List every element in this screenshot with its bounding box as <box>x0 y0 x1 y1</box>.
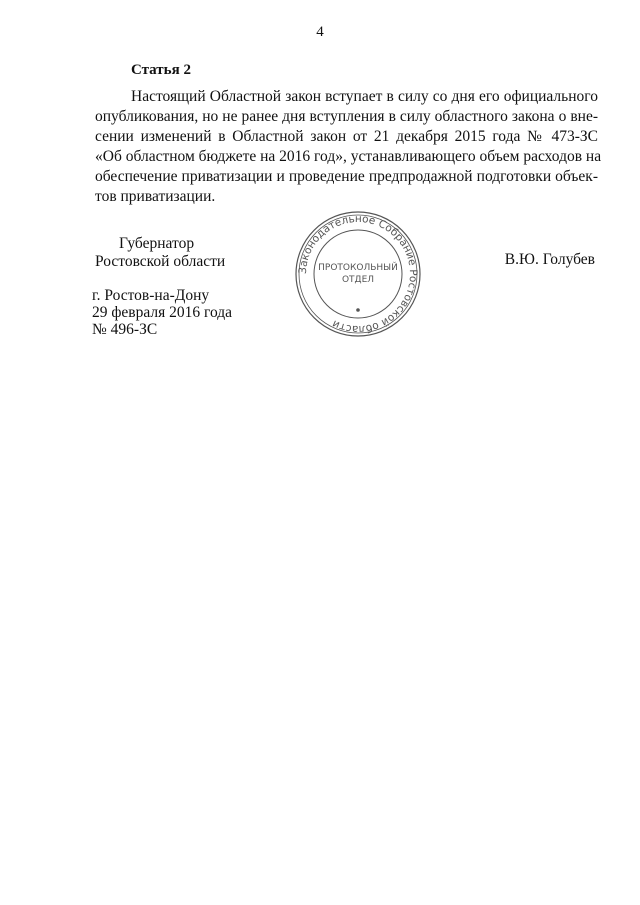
law-number: № 496-ЗС <box>92 321 158 338</box>
position-title: Губернатор <box>119 235 195 252</box>
article-line: Настоящий Областной закон вступает в силу со дня его официального <box>131 88 598 105</box>
seal-outer-ring <box>296 212 420 336</box>
article-line: «Об областном бюджете на 2016 год», устанавливающего объем расходов на <box>95 148 602 165</box>
article-body <box>95 87 602 207</box>
article-line: тов приватизации. <box>95 188 216 205</box>
place: г. Ростов-на-Дону <box>92 287 210 304</box>
signatory-name: В.Ю. Голубев <box>504 251 595 268</box>
signatory-position <box>95 235 225 271</box>
position-region: Ростовской области <box>95 253 226 270</box>
article-line: обеспечение приватизации и проведение предпродажной подготовки объек- <box>95 168 598 185</box>
seal-inner-ring <box>314 230 402 318</box>
page-number: 4 <box>316 24 324 40</box>
article-title: Статья 2 <box>131 62 191 78</box>
official-seal <box>294 210 422 338</box>
article-line: сении изменений в Областной закон от 21 декабря 2015 года № 473-ЗС <box>95 128 598 145</box>
place-date-block <box>92 287 232 338</box>
date: 29 февраля 2016 года <box>92 304 233 321</box>
article-line: опубликования, но не ранее дня вступления в силу областного закона о вне- <box>95 108 598 125</box>
seal-center-line2: ОТДЕЛ <box>341 275 375 285</box>
seal-dot <box>357 309 360 312</box>
seal-outer-text: Законодательное Собрание Ростовской области <box>296 212 420 336</box>
seal-center-line1: ПРОТОКОЛЬНЫЙ <box>318 263 398 273</box>
